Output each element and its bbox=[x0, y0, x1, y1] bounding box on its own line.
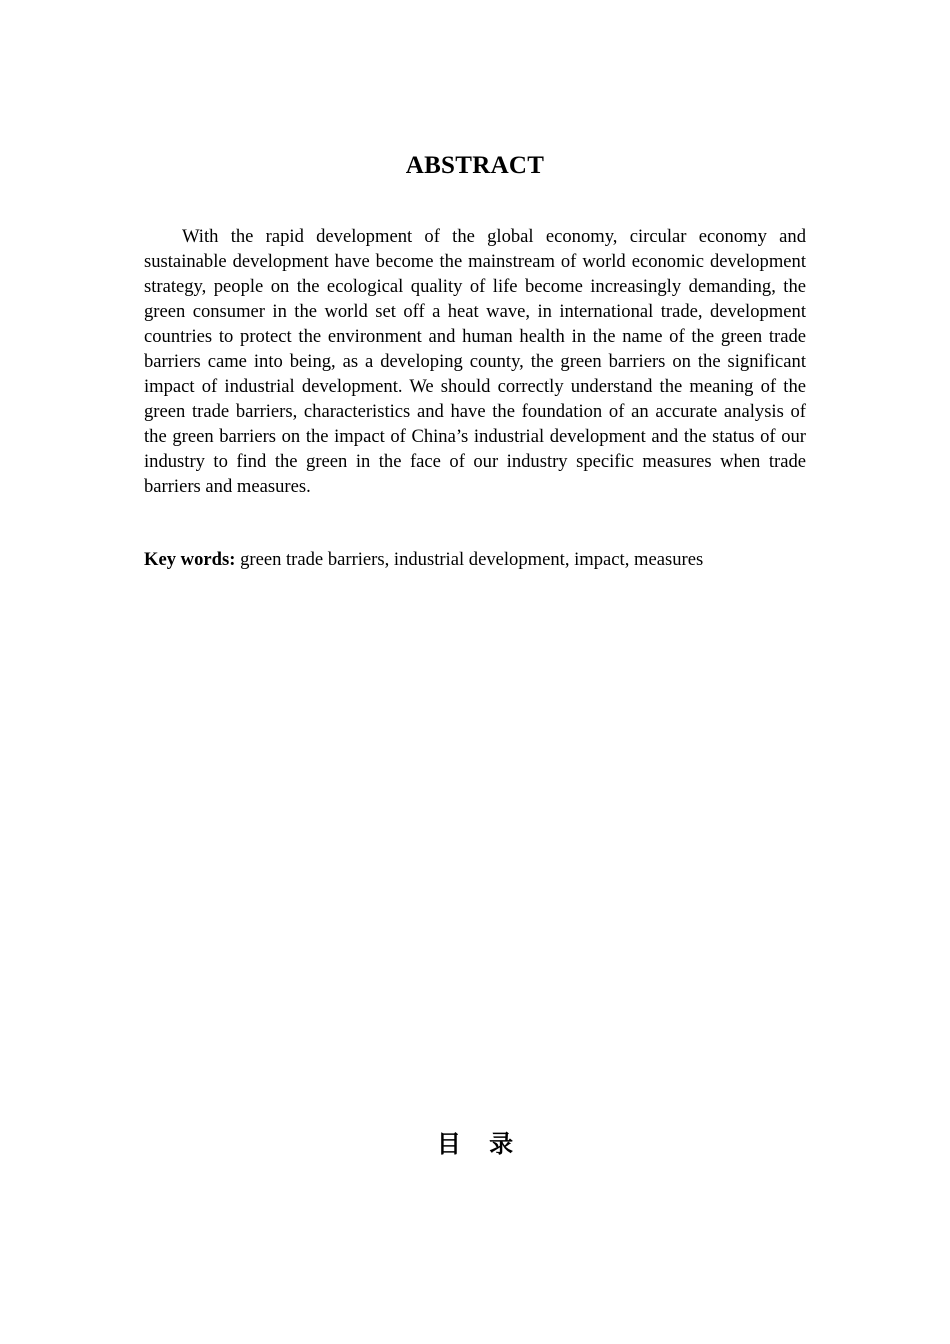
keywords-text: green trade barriers, industrial development, impact, measures bbox=[240, 549, 704, 570]
abstract-body: With the rapid development of the global economy, circular economy and sustainable development have become the mainstream of world economic development strategy, people on the ecological quality of life become increasingly demanding, the green consumer in the world set off a heat wave, in international trade, development countries to protect the environment and human health in the name of the green trade barriers came into being, as a developing county, the green barriers on the significant impact of industrial development. We should correctly understand the meaning of the green trade barriers, characteristics and have the foundation of an accurate analysis of the green barriers on the impact of China’s industrial development and the status of our industry to find the green in the face of our industry specific measures when trade barriers and measures. bbox=[144, 226, 806, 497]
keywords-line bbox=[144, 547, 806, 572]
toc-title: 目 录 bbox=[436, 1130, 514, 1158]
abstract-title: ABSTRACT bbox=[405, 151, 545, 179]
keywords-label: Key words: bbox=[144, 549, 236, 570]
